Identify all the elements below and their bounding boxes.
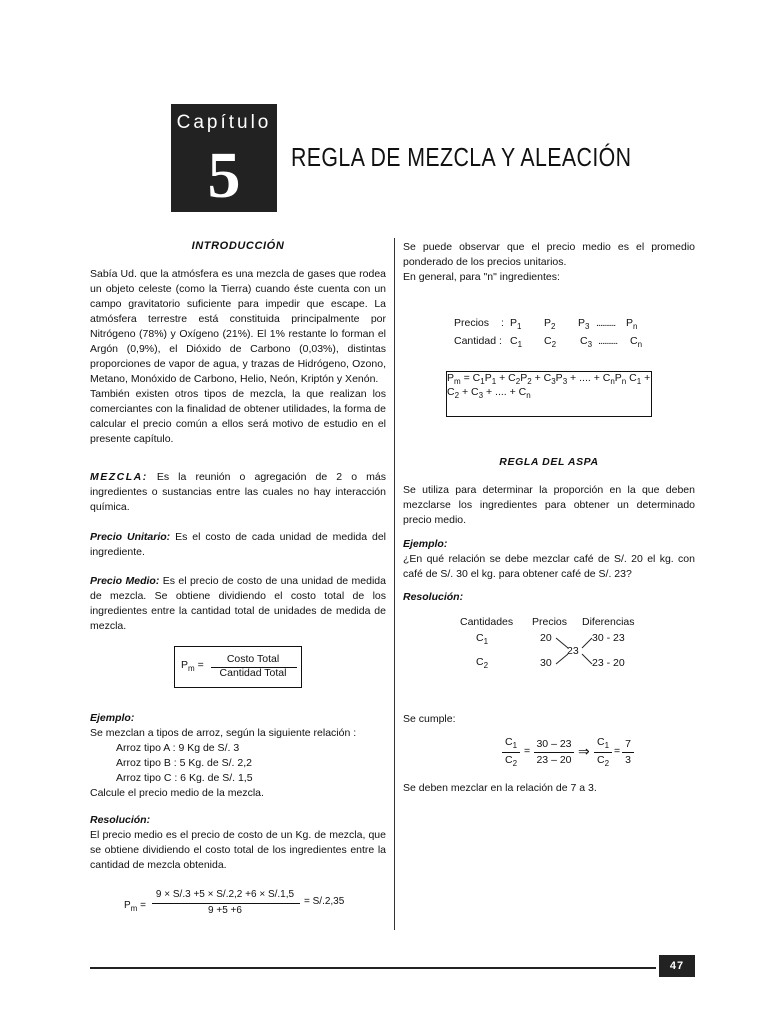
calc-eq: =: [140, 900, 146, 911]
precio-unitario-definition: [90, 530, 386, 560]
header-cantidades: Cantidades: [460, 616, 514, 628]
row1-precio: 20: [540, 632, 552, 644]
row2-diferencia: 23 - 20: [592, 657, 625, 669]
aspa-table: [460, 616, 660, 676]
chapter-number: 5: [207, 139, 241, 212]
ejemplo-section: [90, 711, 386, 801]
qty-2: $C_2$: [544, 335, 557, 349]
row2-precio: 30: [540, 657, 552, 669]
resolucion-text: El precio medio es el precio de costo de un Kg. de mezcla, que se obtiene dividiendo el costo total de los ingredientes entre la cantidad de mezcla obtenida.: [90, 829, 386, 871]
calc-lhs-sub: m: [130, 904, 138, 913]
precio-medio-definition: [90, 574, 386, 634]
right-intro-1: Se puede observar que el precio medio es el promedio ponderado de los precios unitarios.: [403, 241, 695, 268]
intro-paragraph: Sabía Ud. que la atmósfera es una mezcla de gases que rodea un objeto celeste (como la Tierra) cuando éste cuenta con un campo gravitatorio suficiente para impedir que escape. La atmósfera terrestre está constituida principalmente por Nitrógeno (78%) y Oxígeno (21%). El 1% restante lo forman el Argón (0,9%), el Dióxido de Carbono (0,03%), distintas proporciones de vapor de agua, y trazas de Hidrógeno, Ozono, Metano, Monóxido de Carbono, Helio, Neón, Kriptón y Xenón.: [90, 268, 386, 385]
right-ejemplo-heading: Ejemplo:: [403, 538, 448, 550]
aspa-description: Se utiliza para determinar la proporción en la que deben mezclarse los ingredientes para obtener un determinado precio medio.: [403, 484, 695, 526]
arroz-b: Arroz tipo B : 5 Kg. de S/. 2,2: [116, 757, 252, 769]
ratio-b-den: 23 – 20: [536, 754, 572, 766]
header-precios: Precios: [532, 616, 568, 628]
intro-paragraph-2: También existen otros tipos de mezcla, la que realizan los comerciantes con la finalidad de obtener utilidades, la forma de calcular el precio común a ellos será motivo de estudio en el presente capítulo.: [90, 388, 386, 445]
chapter-word: Capítulo: [176, 112, 272, 133]
right-resolucion-heading: Resolución:: [403, 591, 464, 603]
mezcla-text: Es la reunión o agregación de 2 o más ingredientes o sustancias entre las cuales no hay interacción química.: [90, 471, 386, 513]
pu-term: Precio Unitario:: [90, 531, 171, 543]
ejemplo-heading: Ejemplo:: [90, 712, 135, 724]
price-n: $P_n$: [626, 317, 638, 331]
calc-numerator: 9 × S/.3 +5 × S/.2,2 +6 × S/.1,5: [155, 889, 295, 900]
ratio-c-num: $C_1$: [596, 736, 610, 750]
qty-3: $C_3$: [580, 335, 593, 349]
page-number: 47: [659, 955, 695, 977]
calc-lhs: P: [124, 900, 131, 911]
aspa-cross-lines: [554, 636, 596, 666]
precio-medio-calculation: [124, 888, 384, 922]
se-cumple: Se cumple:: [403, 713, 456, 725]
pm-term: Precio Medio:: [90, 575, 160, 587]
row1-cantidad: $C_1$: [476, 632, 489, 646]
ejemplo-question: Calcule el precio medio de la mezcla.: [90, 787, 264, 799]
calc-result: = S/.2,35: [304, 896, 345, 907]
formula-lhs: P: [181, 659, 189, 671]
right-ejemplo-text: ¿En qué relación se debe mezclar café de S/. 20 el kg. con café de S/. 30 el kg. para obtener café de S/. 23?: [403, 553, 695, 580]
ratio-a-num: $C_1$: [504, 736, 518, 750]
ratio-equation: $C_1$ $C_2$ = 30 – 23 23 – 20 ⇒ $C_1$ $C_2$ = 7 3: [500, 736, 640, 770]
mezcla-term: MEZCLA:: [90, 471, 148, 483]
calc-denominator: 9 +5 +6: [208, 905, 242, 916]
price-2: $P_2$: [544, 317, 556, 331]
conclusion: Se deben mezclar en la relación de 7 a 3.: [403, 782, 597, 794]
price-3: $P_3$: [578, 317, 590, 331]
resolucion-section: [90, 813, 386, 873]
cantidad-label: Cantidad :: [454, 335, 502, 347]
ratio-b-num: 30 – 23: [536, 738, 572, 750]
formula-eq: =: [197, 659, 204, 671]
general-formula-box: $P_m = C_1P_1 + C_2P_2 + C_3P_3$ + .... + $C_nP_n$ $C_1 + C_2 + C_3$ + .... + $C_n$: [446, 371, 652, 417]
intro-heading: INTRODUCCIÓN: [191, 240, 285, 252]
price-1: $P_1$: [510, 317, 522, 331]
implies-arrow-icon: ⇒: [578, 743, 590, 759]
ratio-c-den: $C_2$: [596, 754, 610, 768]
arroz-a: Arroz tipo A : 9 Kg de S/. 3: [116, 742, 240, 754]
mezcla-definition: [90, 470, 386, 515]
header-diferencias: Diferencias: [582, 616, 635, 628]
arroz-c: Arroz tipo C : 6 Kg. de S/. 1,5: [116, 772, 253, 784]
right-intro: [403, 240, 695, 285]
ratio-d-num: 7: [625, 738, 631, 750]
formula-numerator: Costo Total: [226, 653, 280, 665]
pu-text: Es el costo de cada unidad de medida del ingrediente.: [90, 531, 387, 558]
precios-cantidad-table: Precios : $P_1$ $P_2$ $P_3$ .......... $P_n$ Cantidad : $C_1$ $C_2$ $C_3$ .......... $C_n$: [454, 317, 643, 349]
footer-rule: [90, 967, 656, 969]
resolucion-heading: Resolución:: [90, 814, 151, 826]
intro-section: [90, 267, 386, 447]
aspa-center-value: 23: [567, 645, 579, 657]
precios-label: Precios: [454, 317, 490, 329]
ratio-a-den: $C_2$: [504, 754, 518, 768]
row2-cantidad: $C_2$: [476, 656, 489, 670]
column-divider: [394, 238, 395, 930]
calc-fraction-bar: [152, 903, 300, 904]
chapter-title: REGLA DE MEZCLA Y ALEACIÓN: [291, 142, 632, 172]
qty-1: $C_1$: [510, 335, 523, 349]
aspa-heading: REGLA DEL ASPA: [499, 456, 599, 468]
chapter-box: [171, 104, 277, 212]
formula-lhs-sub: m: [188, 664, 195, 673]
precio-medio-formula-box: [174, 646, 302, 688]
qty-n: $C_n$: [630, 335, 643, 349]
pm-text: Es el precio de costo de una unidad de medida de mezcla. Se obtiene dividiendo el costo total de los ingredientes entre la cantidad total de unidades de medida de mezcla.: [90, 575, 386, 632]
right-intro-2: En general, para "n" ingredientes:: [403, 271, 560, 283]
right-ejemplo: [403, 537, 695, 582]
row1-diferencia: 30 - 23: [592, 632, 625, 644]
ejemplo-intro: Se mezclan a tipos de arroz, según la siguiente relación :: [90, 727, 357, 739]
ratio-d-den: 3: [625, 754, 631, 766]
formula-denominator: Cantidad Total: [219, 667, 287, 679]
